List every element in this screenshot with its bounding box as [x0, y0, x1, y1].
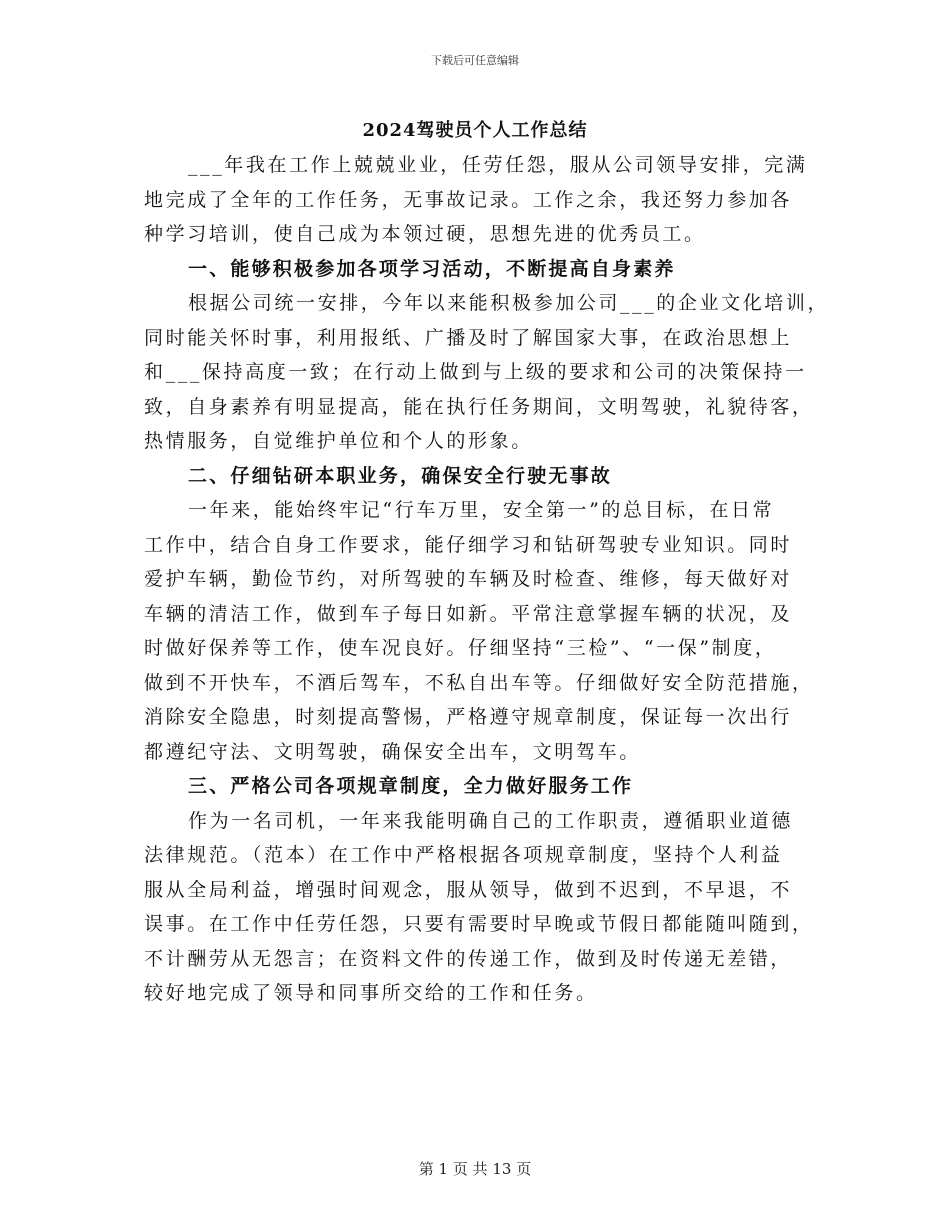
- paragraph-line: 做到不开快车，不酒后驾车，不私自出车等。仔细做好安全防范措施，: [144, 671, 814, 694]
- paragraph-line: 和___保持高度一致；在行动上做到与上级的要求和公司的决策保持一: [144, 361, 807, 383]
- paragraph-line: 一年来，能始终牢记“行车万里，安全第一”的总目标，在日常: [188, 499, 775, 521]
- page-number: 第 1 页 共 13 页: [418, 1160, 532, 1178]
- paragraph-line: 消除安全隐患，时刻提高警惕，严格遵守规章制度，保证每一次出行: [144, 706, 793, 728]
- paragraph-line: 致，自身素养有明显提高，能在执行任务期间，文明驾驶，礼貌待客，: [144, 395, 814, 418]
- paragraph-line: 较好地完成了领导和同事所交给的工作和任务。: [144, 982, 598, 1004]
- paragraph-line: ___年我在工作上兢兢业业，任劳任怨，服从公司领导安排，完满: [188, 154, 808, 176]
- page-header-note: 下载后可任意编辑: [431, 54, 519, 67]
- paragraph-line: 热情服务，自觉维护单位和个人的形象。: [144, 430, 533, 452]
- document-title: 2024驾驶员个人工作总结: [362, 120, 588, 141]
- section-heading-3: 三、严格公司各项规章制度，全力做好服务工作: [188, 775, 634, 797]
- paragraph-line: 都遵纪守法、文明驾驶，确保安全出车，文明驾车。: [144, 740, 641, 763]
- paragraph-line: 车辆的清洁工作，做到车子每日如新。平常注意掌握车辆的状况，及: [144, 602, 793, 625]
- paragraph-line: 工作中，结合自身工作要求，能仔细学习和钻研驾驶专业知识。同时: [144, 533, 793, 556]
- paragraph-line: 同时能关怀时事，利用报纸、广播及时了解国家大事，在政治思想上: [144, 326, 793, 349]
- paragraph-line: 种学习培训，使自己成为本领过硬，思想先进的优秀员工。: [144, 223, 706, 245]
- paragraph-line: 法律规范。（范本）在工作中严格根据各项规章制度，坚持个人利益: [144, 844, 783, 866]
- paragraph-line: 爱护车辆，勤俭节约，对所驾驶的车辆及时检查、维修，每天做好对: [144, 568, 793, 590]
- paragraph-line: 作为一名司机，一年来我能明确自己的工作职责，遵循职业道德: [188, 809, 793, 832]
- paragraph-line: 误事。在工作中任劳任怨，只要有需要时早晚或节假日都能随叫随到，: [144, 913, 814, 935]
- paragraph-line: 时做好保养等工作，使车况良好。仔细坚持“三检”、“一保”制度，: [144, 637, 777, 659]
- paragraph-line: 地完成了全年的工作任务，无事故记录。工作之余，我还努力参加各: [144, 188, 793, 211]
- paragraph-line: 根据公司统一安排，今年以来能积极参加公司___的企业文化培训，: [188, 292, 830, 314]
- section-heading-1: 一、能够积极参加各项学习活动，不断提高自身素养: [188, 257, 676, 280]
- paragraph-line: 服从全局利益，增强时间观念，服从领导，做到不迟到，不早退，不: [144, 878, 793, 901]
- document-body: [144, 148, 830, 1011]
- section-heading-2: 二、仔细钻研本职业务，确保安全行驶无事故: [188, 464, 613, 487]
- paragraph-line: 不计酬劳从无怨言；在资料文件的传递工作，做到及时传递无差错，: [144, 947, 793, 970]
